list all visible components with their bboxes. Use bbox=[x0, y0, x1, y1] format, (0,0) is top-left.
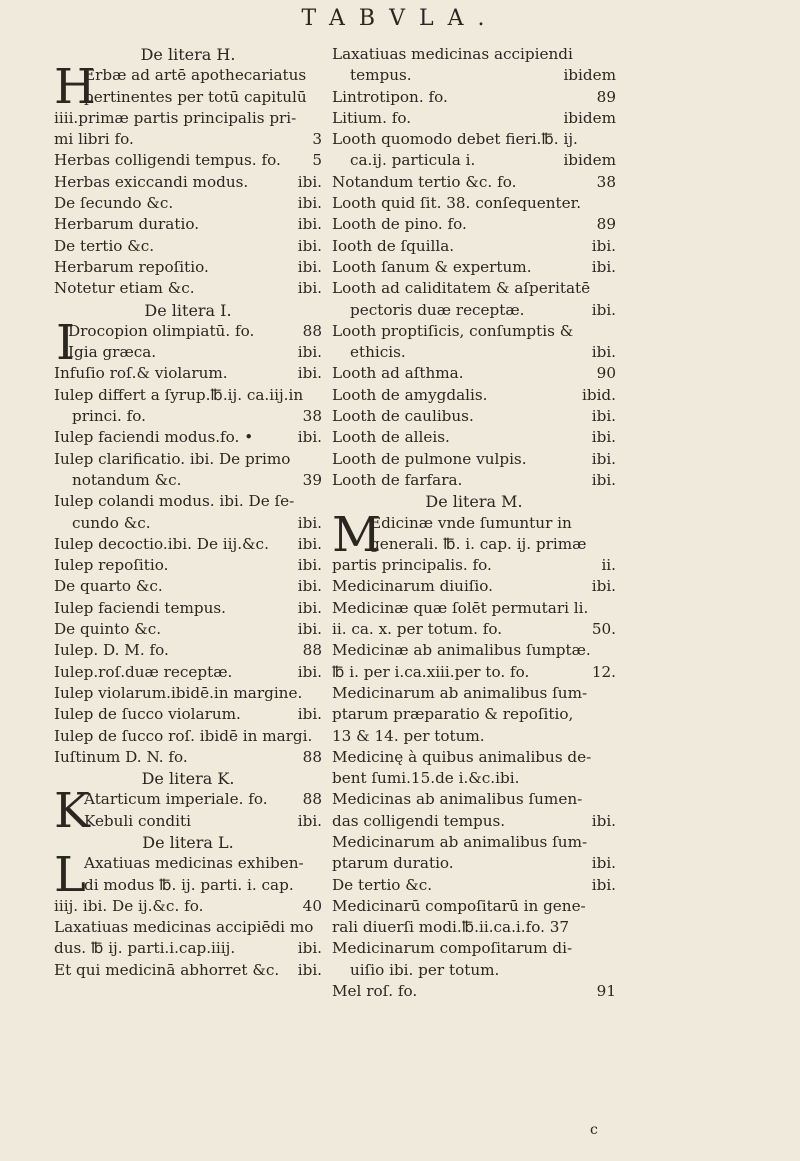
m-entry-line bbox=[332, 960, 616, 981]
l-cont-entry-line bbox=[332, 87, 616, 108]
folio-reference: 90 bbox=[596, 364, 616, 383]
entry-text: Iulep.roſ.duæ receptæ. bbox=[54, 662, 233, 681]
entry-text: Looth ad aſthma. bbox=[332, 364, 464, 383]
folio-reference: ibi. bbox=[297, 172, 322, 191]
m-entry-line bbox=[332, 640, 616, 661]
entry-text: Medicinę à quibus animalibus de- bbox=[332, 747, 592, 766]
catchword: c bbox=[590, 1122, 598, 1138]
folio-reference: ibi. bbox=[297, 428, 322, 447]
l-cont-entry-line bbox=[332, 363, 616, 384]
folio-reference: ibi. bbox=[297, 534, 322, 553]
m-entry-line bbox=[332, 789, 616, 810]
entry-text: Looth quid ſit. 38. conſequenter. bbox=[332, 194, 582, 213]
section-heading-k: De litera K. bbox=[141, 769, 235, 789]
entry-text: De quarto &c. bbox=[54, 577, 163, 596]
entry-text: das colligendi tempus. bbox=[332, 811, 506, 830]
folio-reference: 89 bbox=[596, 215, 616, 234]
entry-text: Medicinæ quæ ſolēt permutari li. bbox=[332, 598, 589, 617]
entry-text: Looth quomodo debet fieri.℔. ij. bbox=[332, 130, 578, 149]
entry-text: De tertio &c. bbox=[54, 236, 155, 255]
l-entries bbox=[54, 896, 322, 981]
section-heading-h: De litera H. bbox=[140, 45, 236, 64]
m-entry-line bbox=[332, 832, 616, 853]
entry-text: Medicinarum diuiſio. bbox=[332, 577, 493, 596]
entry-text: partis principalis. fo. bbox=[332, 556, 492, 575]
entry-text: tempus. bbox=[350, 66, 412, 85]
entry-text: Iulep differt a ſyrup.℔.ij. ca.iij.in bbox=[54, 385, 304, 404]
dropcap-m: M bbox=[332, 506, 382, 563]
folio-reference: 50. bbox=[591, 620, 616, 639]
folio-reference: ibi. bbox=[297, 577, 322, 596]
section-heading-m: De litera M. bbox=[425, 492, 523, 512]
l-cont-entry-line bbox=[332, 321, 616, 342]
entry-text: Herbarum repoſitio. bbox=[54, 257, 209, 276]
folio-reference: ibi. bbox=[591, 257, 616, 276]
entry-text: notandum &c. bbox=[72, 470, 182, 489]
entry-text: cundo &c. bbox=[72, 513, 151, 532]
i-entry-line bbox=[54, 427, 322, 448]
folio-reference: ibi. bbox=[591, 811, 616, 830]
entry-text: Iulep de ſucco violarum. bbox=[54, 705, 241, 724]
folio-reference: 12. bbox=[591, 662, 616, 681]
i-entry-line bbox=[54, 726, 322, 747]
dropcap-i: I bbox=[56, 314, 75, 371]
folio-reference: ibi. bbox=[297, 939, 322, 958]
entry-text: Iulep repoſitio. bbox=[54, 556, 169, 575]
entry-text: Medicinarum ab animalibus ſum- bbox=[332, 683, 588, 702]
folio-reference: 38 bbox=[596, 172, 616, 191]
entry-text: bent ſumi.15.de i.&c.ibi. bbox=[332, 769, 520, 788]
entry-text: pectoris duæ receptæ. bbox=[350, 300, 525, 319]
entry-text: ptarum duratio. bbox=[332, 854, 454, 873]
entry-text: De quinto &c. bbox=[54, 620, 162, 639]
m-entry-line bbox=[332, 662, 616, 683]
entry-text: Notandum tertio &c. fo. bbox=[332, 172, 517, 191]
folio-reference: ibi. bbox=[297, 257, 322, 276]
entry-text: Looth de alleis. bbox=[332, 428, 450, 447]
entry-text: Herbas exiccandi modus. bbox=[54, 172, 249, 191]
l-cont-entry-line bbox=[332, 65, 616, 86]
folio-reference: ibi. bbox=[297, 194, 322, 213]
folio-reference: ibi. bbox=[591, 875, 616, 894]
i-entry-line bbox=[54, 534, 322, 555]
m-entry-line bbox=[332, 683, 616, 704]
m-entry-line bbox=[332, 747, 616, 768]
l-cont-entry-line bbox=[332, 108, 616, 129]
entry-text: Iooth de ſquilla. bbox=[332, 236, 455, 255]
entry-text: Looth de pulmone vulpis. bbox=[332, 449, 527, 468]
entry-text: Medicinarum ab animalibus ſum- bbox=[332, 832, 588, 851]
entry-text: Herbas colligendi tempus. fo. bbox=[54, 151, 281, 170]
entry-text: De ſecundo &c. bbox=[54, 194, 174, 213]
entry-text: Looth ad caliditatem & aſperitatē bbox=[332, 279, 591, 298]
entry-m-medicinae: M Edicinæ vnde ſumuntur in generali. ℔. i. cap. ij. primæ bbox=[332, 506, 587, 563]
l-cont-entry-line bbox=[332, 385, 616, 406]
folio-reference: ibi. bbox=[591, 854, 616, 873]
entry-text: ii. ca. x. per totum. fo. bbox=[332, 620, 503, 639]
entry-text: Medicinarum compoſitarum di- bbox=[332, 939, 573, 958]
entry-text: Mel roſ. fo. bbox=[332, 982, 418, 1001]
entry-text: Iulep faciendi modus.fo. • bbox=[54, 428, 254, 447]
m-entry-line bbox=[332, 704, 616, 725]
entry-text: Looth ſanum & expertum. bbox=[332, 257, 532, 276]
h-entry-line bbox=[54, 150, 322, 171]
folio-reference: ibi. bbox=[297, 279, 322, 298]
i-entry-line bbox=[54, 513, 322, 534]
folio-reference: ibi. bbox=[591, 428, 616, 447]
i-entry-line bbox=[54, 385, 322, 406]
folio-reference: ibi. bbox=[591, 343, 616, 362]
m-entry-line bbox=[332, 576, 616, 597]
folio-reference: 40 bbox=[302, 896, 322, 915]
folio-reference: ibi. bbox=[297, 705, 322, 724]
m-entry-line bbox=[332, 896, 616, 917]
i-entries bbox=[54, 363, 322, 768]
i-entry-line bbox=[54, 747, 322, 768]
l-cont-entry-line bbox=[332, 406, 616, 427]
folio-reference: 5 bbox=[312, 151, 322, 170]
folio-reference: ibi. bbox=[297, 215, 322, 234]
h-entry-line bbox=[54, 278, 322, 299]
entry-text: iiij. ibi. De ij.&c. fo. bbox=[54, 896, 204, 915]
folio-reference: ii. bbox=[601, 556, 616, 575]
entry-text: Looth proptiſicis, conſumptis & bbox=[332, 321, 574, 340]
dropcap-h: H bbox=[54, 59, 96, 116]
i-entry-line bbox=[54, 406, 322, 427]
l-entry-line bbox=[54, 960, 322, 981]
entry-text: ptarum præparatio & repoſitio, bbox=[332, 705, 574, 724]
l-cont-entry-line bbox=[332, 470, 616, 491]
dropcap-k: K bbox=[54, 783, 90, 840]
entry-text: Herbarum duratio. bbox=[54, 215, 200, 234]
i-entry-line bbox=[54, 363, 322, 384]
l-cont-entry-line bbox=[332, 150, 616, 171]
m-entry-line bbox=[332, 811, 616, 832]
folio-reference: 88 bbox=[302, 641, 322, 660]
folio-reference: 39 bbox=[302, 470, 322, 489]
running-header: TABVLA. bbox=[301, 6, 499, 31]
l-cont-entry-line bbox=[332, 172, 616, 193]
h-entry-line bbox=[54, 172, 322, 193]
h-entry-line bbox=[54, 193, 322, 214]
m-entry-line bbox=[332, 619, 616, 640]
l-entry-line bbox=[54, 917, 322, 938]
entry-text: De tertio &c. bbox=[332, 875, 433, 894]
entry-text: Iulep decoctio.ibi. De iij.&c. bbox=[54, 534, 269, 553]
entry-text: rali diuerſi modi.℔.ii.ca.i.fo. 37 bbox=[332, 918, 570, 937]
entry-text: Looth de caulibus. bbox=[332, 407, 474, 426]
folio-reference: ibi. bbox=[297, 598, 322, 617]
l-cont-entry-line bbox=[332, 193, 616, 214]
entry-text: Iuſtinum D. N. fo. bbox=[54, 747, 188, 766]
entry-text: Litium. fo. bbox=[332, 108, 412, 127]
entry-text: 13 & 14. per totum. bbox=[332, 726, 485, 745]
folio-reference: ibi. bbox=[591, 300, 616, 319]
entry-l-laxatiuas: L Axatiuas medicinas exhiben- di modus ℔. ij. parti. i. cap. bbox=[54, 847, 304, 904]
entry-h-herbae: H Erbæ ad artē apothecariatus pertinentes per totū capitulū iiii.primæ partis principalis pri- mi libri fo. 3 bbox=[54, 59, 322, 149]
folio-reference: 89 bbox=[596, 87, 616, 106]
m-entry-line bbox=[332, 768, 616, 789]
i-entry-line bbox=[54, 576, 322, 597]
i-entry-line bbox=[54, 662, 322, 683]
entry-text: Medicinas ab animalibus ſumen- bbox=[332, 790, 583, 809]
entry-text: Infuſio roſ.& violarum. bbox=[54, 364, 228, 383]
folio-reference: 91 bbox=[596, 982, 616, 1001]
dropcap-l: L bbox=[54, 847, 86, 904]
m-entry-line bbox=[332, 917, 616, 938]
entry-text: Notetur etiam &c. bbox=[54, 279, 195, 298]
l-cont-entry-line bbox=[332, 257, 616, 278]
i-entry-line bbox=[54, 704, 322, 725]
folio-reference: ibi. bbox=[591, 236, 616, 255]
folio-reference: ibi. bbox=[297, 513, 322, 532]
entry-text: Looth de pino. fo. bbox=[332, 215, 467, 234]
entry-text: Looth de amygdalis. bbox=[332, 385, 488, 404]
i-entry-line bbox=[54, 449, 322, 470]
folio-reference: ibi. bbox=[591, 407, 616, 426]
l-cont-entry-line bbox=[332, 236, 616, 257]
l-cont-entry-line bbox=[332, 278, 616, 299]
section-heading-l: De litera L. bbox=[142, 832, 234, 852]
h-entry-line bbox=[54, 214, 322, 235]
entry-text: Iulep violarum.ibidē.in margine. bbox=[54, 683, 303, 702]
i-entry-line bbox=[54, 598, 322, 619]
entry-text: Medicinæ ab animalibus ſumptæ. bbox=[332, 641, 591, 660]
m-entry-line bbox=[332, 875, 616, 896]
folio-reference: ibi. bbox=[591, 470, 616, 489]
m-entry-line bbox=[332, 853, 616, 874]
entry-text: Looth de farfara. bbox=[332, 470, 463, 489]
l-entry-line bbox=[54, 896, 322, 917]
folio-reference: ibid. bbox=[582, 385, 616, 404]
l-cont-entry-line bbox=[332, 427, 616, 448]
left-column bbox=[54, 44, 322, 981]
l-cont-entry-line bbox=[332, 449, 616, 470]
entry-k-catarticum: K Atarticum imperiale. fo. 88 Kebuli conditi ibi. bbox=[54, 783, 322, 840]
i-entry-line bbox=[54, 491, 322, 512]
right-column bbox=[332, 44, 616, 1002]
l-cont-entry-line bbox=[332, 342, 616, 363]
l-entry-line bbox=[54, 938, 322, 959]
l-cont-entry-line bbox=[332, 300, 616, 321]
section-heading-i: De litera I. bbox=[144, 300, 232, 320]
entry-i-drocopion: I Drocopion olimpiatū. fo. 88 Igia græca. ibi. bbox=[56, 314, 322, 371]
folio-reference: ibidem bbox=[563, 66, 616, 85]
entry-text: Laxatiuas medicinas accipiēdi mo bbox=[54, 918, 314, 937]
i-entry-line bbox=[54, 683, 322, 704]
folio-reference: ibi. bbox=[591, 577, 616, 596]
folio-reference: ibi. bbox=[297, 236, 322, 255]
folio-reference: ibidem bbox=[563, 108, 616, 127]
i-entry-line bbox=[54, 470, 322, 491]
l-cont-entry-line bbox=[332, 129, 616, 150]
m-entry-line bbox=[332, 726, 616, 747]
h-entry-line bbox=[54, 257, 322, 278]
folio-reference: ibi. bbox=[591, 449, 616, 468]
entry-text: Et qui medicinā abhorret &c. bbox=[54, 960, 280, 979]
folio-reference: ibi. bbox=[297, 620, 322, 639]
entry-text: Iulep. D. M. fo. bbox=[54, 641, 169, 660]
i-entry-line bbox=[54, 640, 322, 661]
entry-text: ethicis. bbox=[350, 343, 406, 362]
l-cont-entry-line bbox=[332, 44, 616, 65]
entry-text: ca.ij. particula i. bbox=[350, 151, 476, 170]
l-cont-entry-line bbox=[332, 214, 616, 235]
folio-reference: ibi. bbox=[297, 556, 322, 575]
m-entry-line bbox=[332, 598, 616, 619]
i-entry-line bbox=[54, 619, 322, 640]
folio-reference: ibidem bbox=[563, 151, 616, 170]
folio-reference: 38 bbox=[302, 407, 322, 426]
entry-text: Lintrotipon. fo. bbox=[332, 87, 448, 106]
folio-reference: ibi. bbox=[297, 364, 322, 383]
m-entry-line bbox=[332, 938, 616, 959]
entry-text: princi. fo. bbox=[72, 407, 146, 426]
entry-text: Iulep clarificatio. ibi. De primo bbox=[54, 449, 291, 468]
entry-text: Medicinarū compoſitarū in gene- bbox=[332, 896, 586, 915]
entry-text: ℔ i. per i.ca.xiii.per to. fo. bbox=[332, 662, 530, 681]
entry-text: dus. ℔ ij. parti.i.cap.iiij. bbox=[54, 939, 236, 958]
entry-text: Laxatiuas medicinas accipiendi bbox=[332, 45, 573, 63]
folio-reference: ibi. bbox=[297, 960, 322, 979]
l-continued-entries bbox=[332, 44, 616, 491]
entry-text: Iulep colandi modus. ibi. De ſe- bbox=[54, 492, 295, 511]
folio-reference: ibi. bbox=[297, 662, 322, 681]
entry-text: Iulep faciendi tempus. bbox=[54, 598, 227, 617]
entry-text: Iulep de ſucco roſ. ibidē in margi. bbox=[54, 726, 313, 745]
h-entry-line bbox=[54, 236, 322, 257]
i-entry-line bbox=[54, 555, 322, 576]
h-entries bbox=[54, 150, 322, 299]
folio-reference: 88 bbox=[302, 747, 322, 766]
m-entries bbox=[332, 555, 616, 1002]
entry-text: uiſio ibi. per totum. bbox=[350, 960, 500, 979]
m-entry-line bbox=[332, 981, 616, 1002]
